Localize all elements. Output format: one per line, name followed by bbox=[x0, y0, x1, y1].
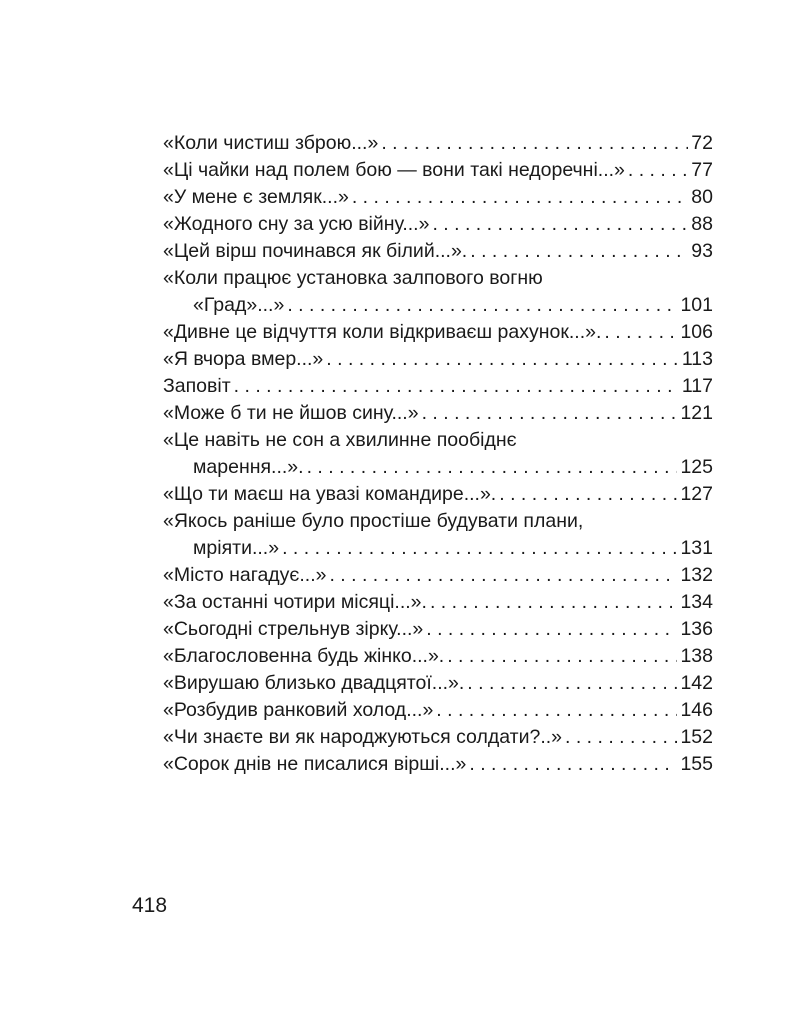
toc-entry-title: «Може б ти не йшов сину...» bbox=[163, 402, 419, 424]
toc-entry bbox=[163, 535, 713, 562]
toc-entry bbox=[163, 724, 713, 751]
toc-entry-title-line1: «Коли працює установка залпового вогню bbox=[163, 267, 543, 289]
dot-leader bbox=[307, 454, 678, 481]
toc-entry bbox=[163, 643, 713, 670]
dot-leader bbox=[282, 535, 677, 562]
toc-entry-first-line bbox=[163, 427, 713, 454]
toc-entry bbox=[163, 211, 713, 238]
toc-entry-title: «Сорок днів не писалися вірші...» bbox=[163, 753, 467, 775]
dot-leader bbox=[628, 157, 688, 184]
toc-entry-page: 138 bbox=[680, 645, 713, 667]
toc-entry-title: марення...». bbox=[193, 456, 304, 478]
dot-leader bbox=[422, 400, 678, 427]
dot-leader bbox=[469, 751, 677, 778]
toc-entry-title: мріяти...» bbox=[193, 537, 280, 559]
toc-entry-page: 134 bbox=[680, 591, 713, 613]
dot-leader bbox=[432, 211, 688, 238]
toc-entry-page: 146 bbox=[680, 699, 713, 721]
toc-entry-title: «Розбудив ранковий холод...» bbox=[163, 699, 434, 721]
toc-entry bbox=[163, 373, 713, 400]
toc-entry bbox=[163, 346, 713, 373]
toc-entry-first-line bbox=[163, 265, 713, 292]
toc-entry-page: 132 bbox=[680, 564, 713, 586]
toc-entry-title: «Коли чистиш зброю...» bbox=[163, 132, 379, 154]
toc-entry-page: 121 bbox=[680, 402, 713, 424]
toc-entry-title-line1: «Це навіть не сон а хвилинне пообіднє bbox=[163, 429, 517, 451]
toc-entry-title: «Вирушаю близько двадцятої...». bbox=[163, 672, 465, 694]
dot-leader bbox=[565, 724, 677, 751]
toc-entry-title: «Ці чайки над полем бою — вони такі недоречні...» bbox=[163, 159, 625, 181]
toc-entry-page: 117 bbox=[681, 375, 713, 397]
toc-entry-page: 136 bbox=[680, 618, 713, 640]
toc-entry-title: «За останні чотири місяці...». bbox=[163, 591, 427, 613]
dot-leader bbox=[467, 670, 677, 697]
toc-entry-page: 155 bbox=[680, 753, 713, 775]
toc-entry bbox=[163, 454, 713, 481]
dot-leader bbox=[604, 319, 677, 346]
toc-entry bbox=[163, 697, 713, 724]
toc-entry-title: «Місто нагадує...» bbox=[163, 564, 327, 586]
toc-entry-page: 88 bbox=[691, 213, 713, 235]
toc-entry-title: «Що ти маєш на увазі командире...». bbox=[163, 483, 497, 505]
toc-entry-page: 131 bbox=[680, 537, 713, 559]
toc-entry-page: 152 bbox=[680, 726, 713, 748]
dot-leader bbox=[287, 292, 677, 319]
toc-entry bbox=[163, 319, 713, 346]
toc-entry-title: «Я вчора вмер...» bbox=[163, 348, 324, 370]
toc-entry-title: Заповіт bbox=[163, 375, 231, 397]
toc-entry bbox=[163, 616, 713, 643]
toc-entry-page: 113 bbox=[681, 348, 713, 370]
toc-entry bbox=[163, 238, 713, 265]
dot-leader bbox=[430, 589, 678, 616]
toc-entry-title: «Град»...» bbox=[193, 294, 285, 316]
dot-leader bbox=[234, 373, 679, 400]
toc-entry bbox=[163, 670, 713, 697]
toc-entry bbox=[163, 400, 713, 427]
toc-entry-title: «Дивне це відчуття коли відкриваєш рахунок...». bbox=[163, 321, 602, 343]
table-of-contents bbox=[163, 130, 713, 778]
dot-leader bbox=[447, 643, 677, 670]
toc-entry bbox=[163, 751, 713, 778]
dot-leader bbox=[326, 346, 679, 373]
toc-entry-page: 72 bbox=[691, 132, 713, 154]
page-number: 418 bbox=[132, 894, 168, 917]
toc-entry-page: 93 bbox=[691, 240, 713, 262]
toc-entry bbox=[163, 562, 713, 589]
toc-entry bbox=[163, 589, 713, 616]
toc-entry-title: «Благословенна будь жінко...». bbox=[163, 645, 445, 667]
toc-entry-title: «Жодного сну за усю війну...» bbox=[163, 213, 430, 235]
toc-entry-page: 142 bbox=[680, 672, 713, 694]
toc-entry-page: 127 bbox=[680, 483, 713, 505]
dot-leader bbox=[381, 130, 688, 157]
toc-entry-title: «Чи знаєте ви як народжуються солдати?..» bbox=[163, 726, 562, 748]
toc-entry bbox=[163, 184, 713, 211]
dot-leader bbox=[470, 238, 688, 265]
toc-entry-title: «Цей вірш починався як білий...». bbox=[163, 240, 468, 262]
toc-entry-page: 77 bbox=[691, 159, 713, 181]
dot-leader bbox=[329, 562, 677, 589]
dot-leader bbox=[499, 481, 677, 508]
dot-leader bbox=[352, 184, 688, 211]
dot-leader bbox=[436, 697, 677, 724]
toc-entry bbox=[163, 292, 713, 319]
toc-entry bbox=[163, 157, 713, 184]
toc-entry bbox=[163, 130, 713, 157]
toc-entry-page: 101 bbox=[680, 294, 713, 316]
toc-entry-title: «Сьогодні стрельнув зірку...» bbox=[163, 618, 424, 640]
toc-entry-page: 80 bbox=[691, 186, 713, 208]
toc-entry-title-line1: «Якось раніше було простіше будувати плани, bbox=[163, 510, 584, 532]
dot-leader bbox=[426, 616, 677, 643]
toc-entry-first-line bbox=[163, 508, 713, 535]
toc-entry-page: 125 bbox=[680, 456, 713, 478]
toc-entry-title: «У мене є земляк...» bbox=[163, 186, 349, 208]
toc-entry bbox=[163, 481, 713, 508]
toc-entry-page: 106 bbox=[680, 321, 713, 343]
